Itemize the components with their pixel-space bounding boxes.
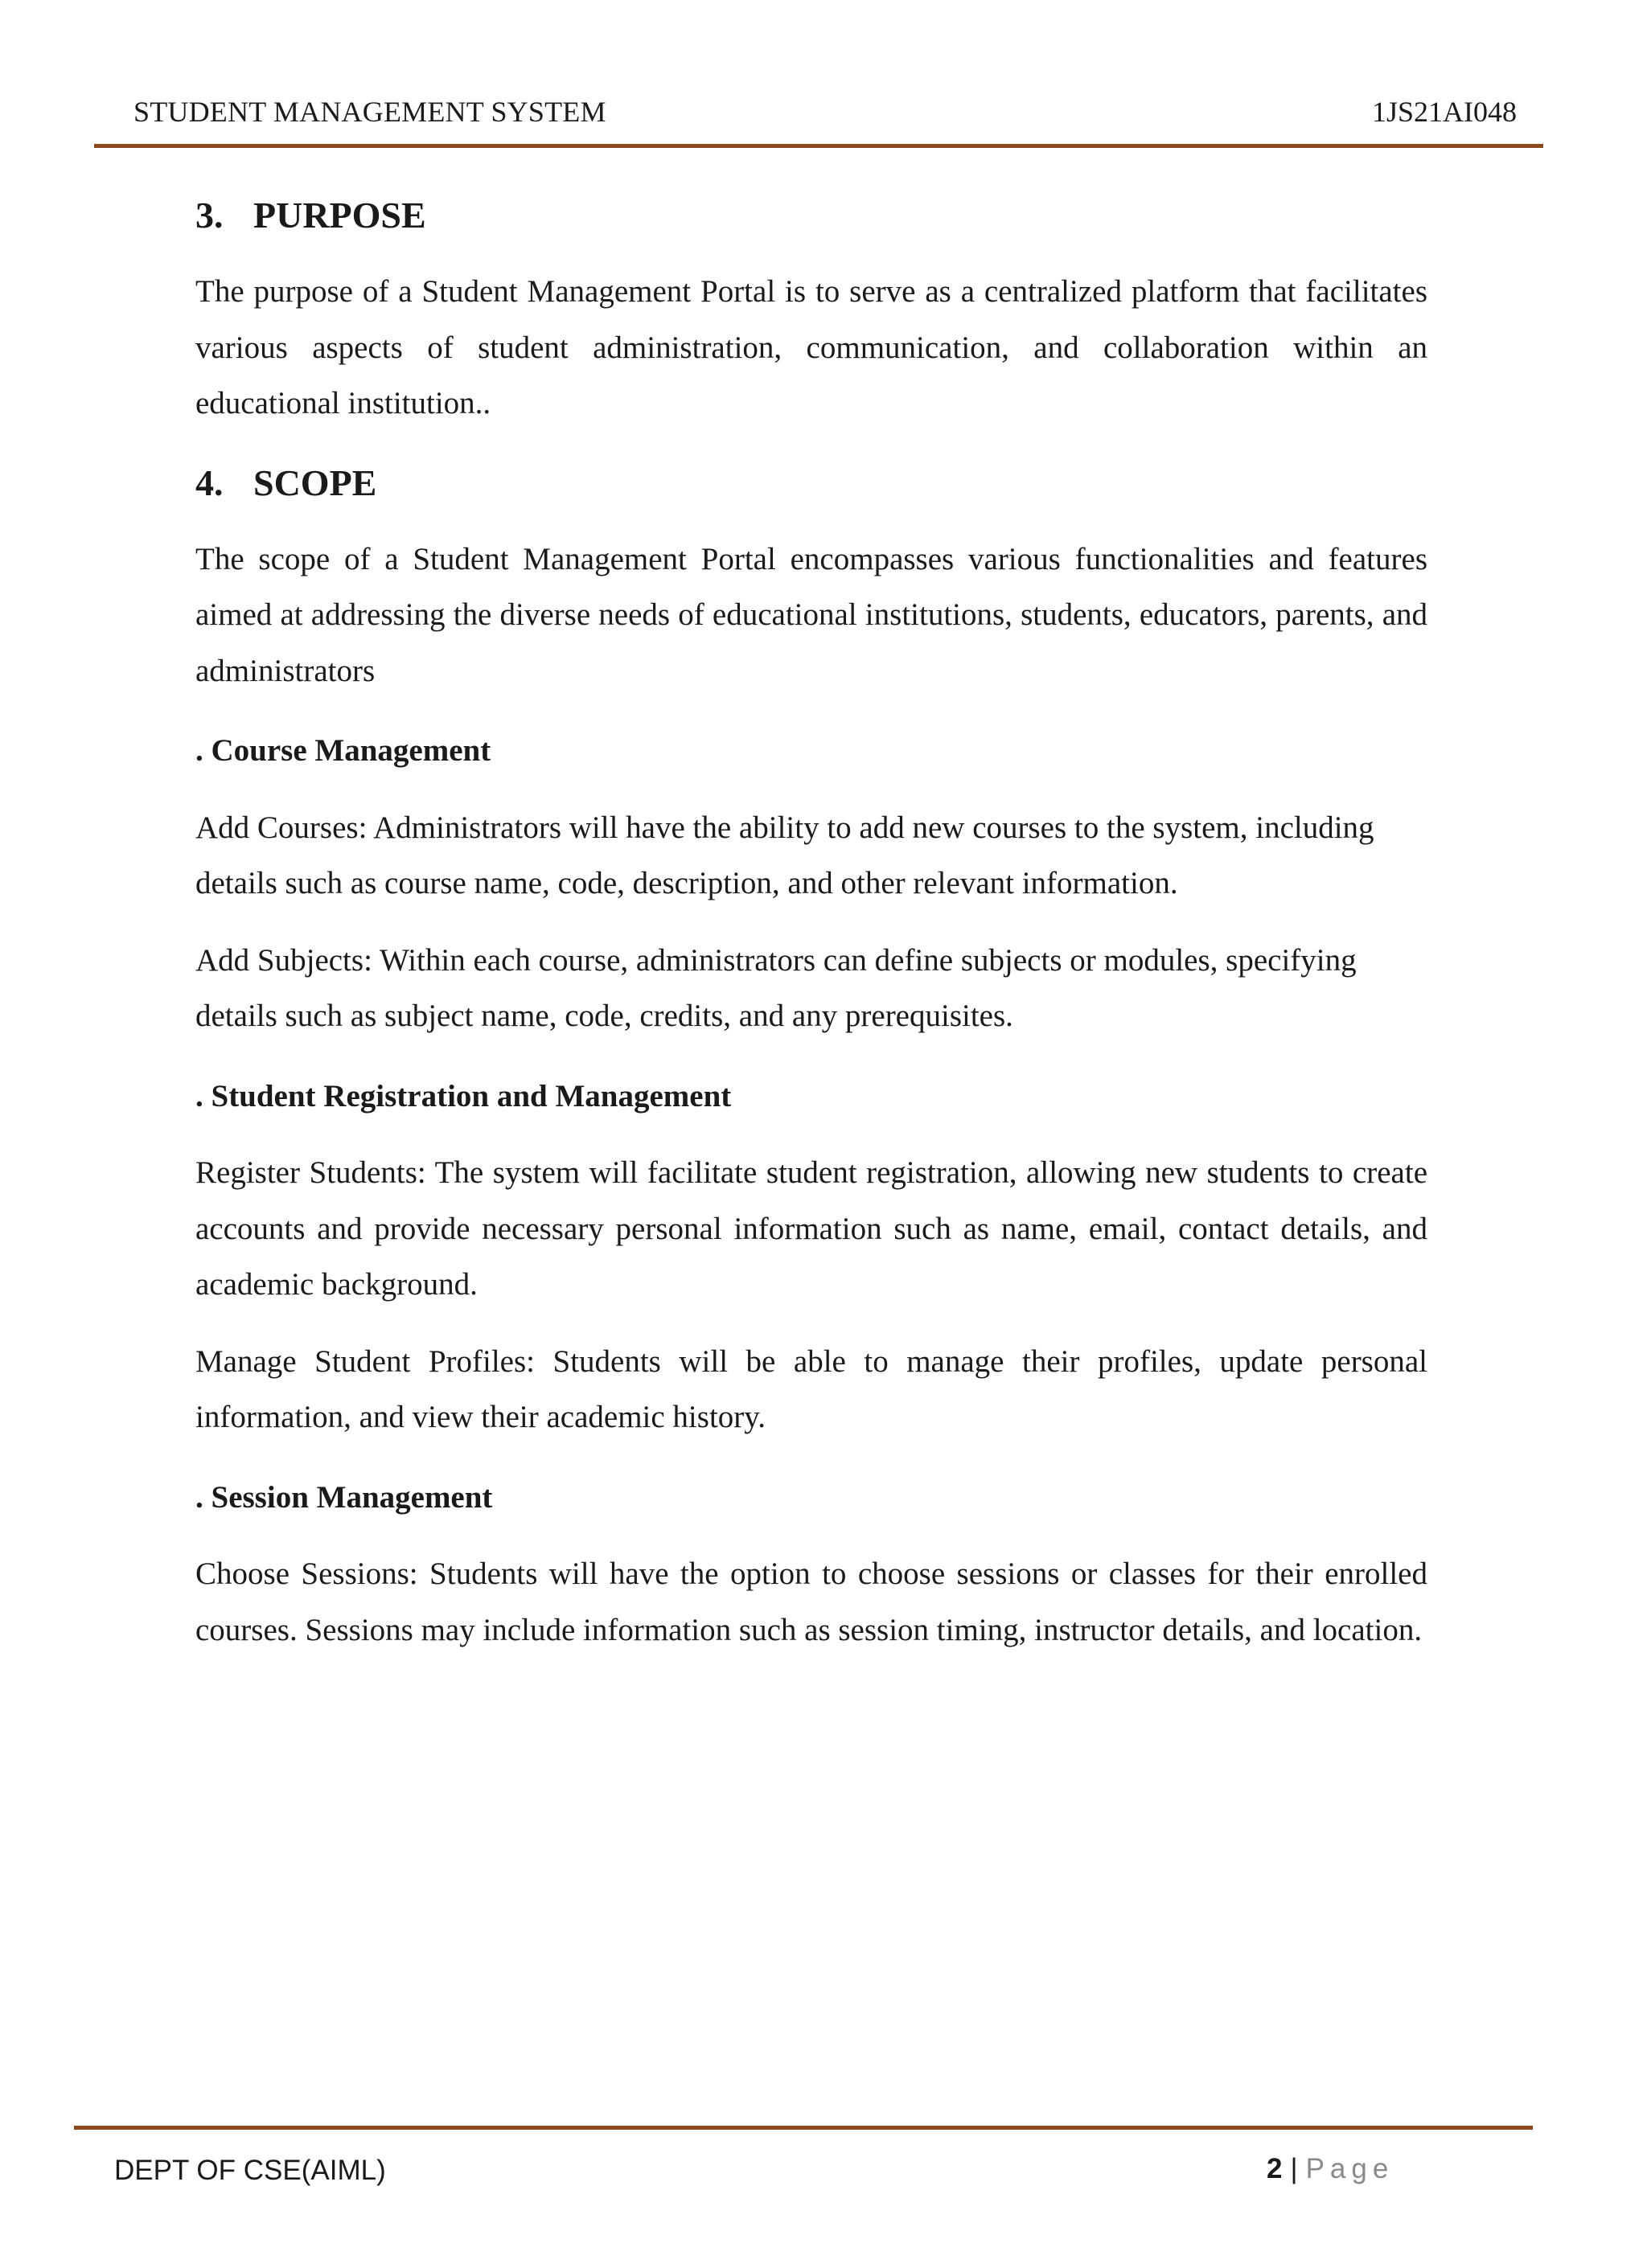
purpose-paragraph: The purpose of a Student Management Portal is to serve as a centralized platform that facilitates various aspects of student administration, communication, and collaboration within an educational institution.. <box>195 274 1427 420</box>
subsection-heading-course: . Course Management <box>195 733 491 768</box>
header-rule <box>94 144 1543 148</box>
course-paragraph-2: Add Subjects: Within each course, administrators can define subjects or modules, specifying details such as subject name, code, credits, and any prerequisites. <box>195 942 1357 1033</box>
page-separator: | <box>1290 2153 1298 2184</box>
subsection-heading-session: . Session Management <box>195 1479 493 1515</box>
footer-department: DEPT OF CSE(AIML) <box>114 2155 386 2186</box>
section-number: 4. <box>195 461 224 503</box>
page-number: 2 <box>1267 2153 1283 2184</box>
header-title: STUDENT MANAGEMENT SYSTEM <box>133 96 606 128</box>
subsection-heading-registration: . Student Registration and Management <box>195 1078 732 1113</box>
section-title: SCOPE <box>253 461 377 503</box>
session-paragraph-1: Choose Sessions: Students will have the option to choose sessions or classes for their enrolled courses. Sessions may include information such as session timing, instructor details, and location. <box>195 1556 1427 1647</box>
registration-paragraph-2: Manage Student Profiles: Students will be able to manage their profiles, update personal information, and view their academic history. <box>195 1343 1427 1434</box>
footer-page-indicator <box>1267 2153 1394 2185</box>
header-id: 1JS21AI048 <box>1371 96 1517 128</box>
section-heading-scope <box>195 451 1427 515</box>
page-word: Page <box>1305 2153 1394 2184</box>
section-number: 3. <box>195 195 224 236</box>
course-paragraph-1: Add Courses: Administrators will have the ability to add new courses to the system, including details such as course name, code, description, and other relevant information. <box>195 810 1374 900</box>
registration-paragraph-1: Register Students: The system will facilitate student registration, allowing new students to create accounts and provide necessary personal information such as name, email, contact details, and academic background. <box>195 1155 1427 1302</box>
footer-rule <box>74 2126 1533 2130</box>
page-content <box>195 183 1427 1658</box>
section-heading-purpose <box>195 183 1427 248</box>
scope-paragraph: The scope of a Student Management Portal encompasses various functionalities and features aimed at addressing the diverse needs of educational institutions, students, educators, parents, and administrators <box>195 541 1427 688</box>
section-title: PURPOSE <box>253 195 426 236</box>
